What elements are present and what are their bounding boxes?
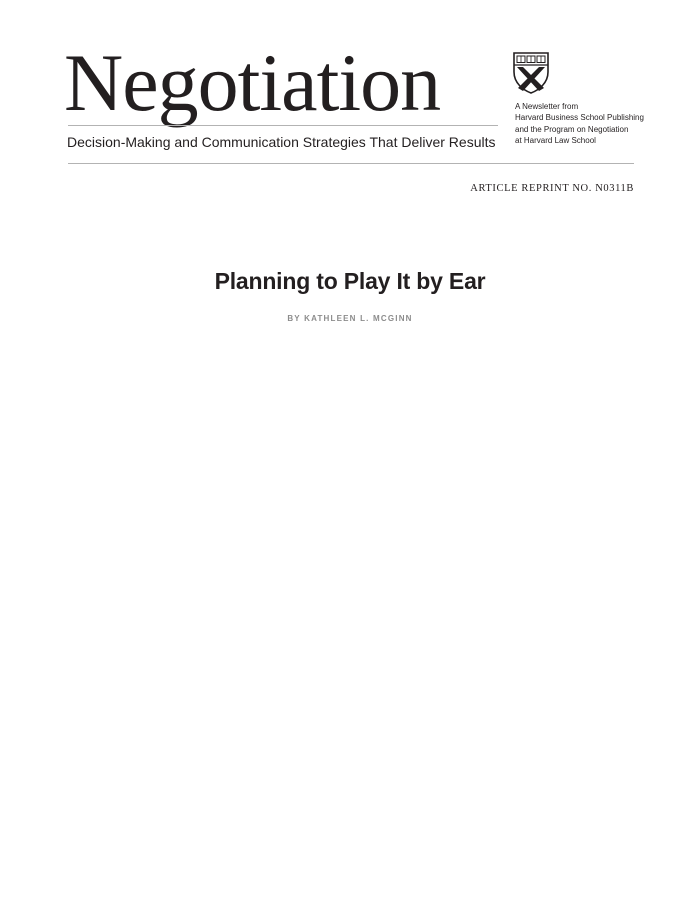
publisher-line: A Newsletter from bbox=[515, 102, 579, 111]
newsletter-title: Negotiation bbox=[64, 37, 441, 128]
article-title: Planning to Play It by Ear bbox=[214, 268, 486, 294]
publisher-line: Harvard Business School Publishing bbox=[515, 113, 644, 123]
article-reprint-number: ARTICLE REPRINT NO. N0311B bbox=[470, 183, 634, 194]
masthead bbox=[0, 0, 700, 170]
title-underline bbox=[68, 125, 498, 126]
article-byline: BY KATHLEEN L. MCGINN bbox=[287, 314, 413, 323]
masthead-divider bbox=[68, 163, 634, 164]
newsletter-tagline: Decision-Making and Communication Strategies That Deliver Results bbox=[67, 134, 496, 150]
publisher-info bbox=[515, 101, 644, 147]
harvard-shield-icon bbox=[513, 52, 549, 94]
publisher-line: and the Program on Negotiation bbox=[515, 124, 629, 134]
publisher-line: at Harvard Law School bbox=[515, 136, 596, 146]
